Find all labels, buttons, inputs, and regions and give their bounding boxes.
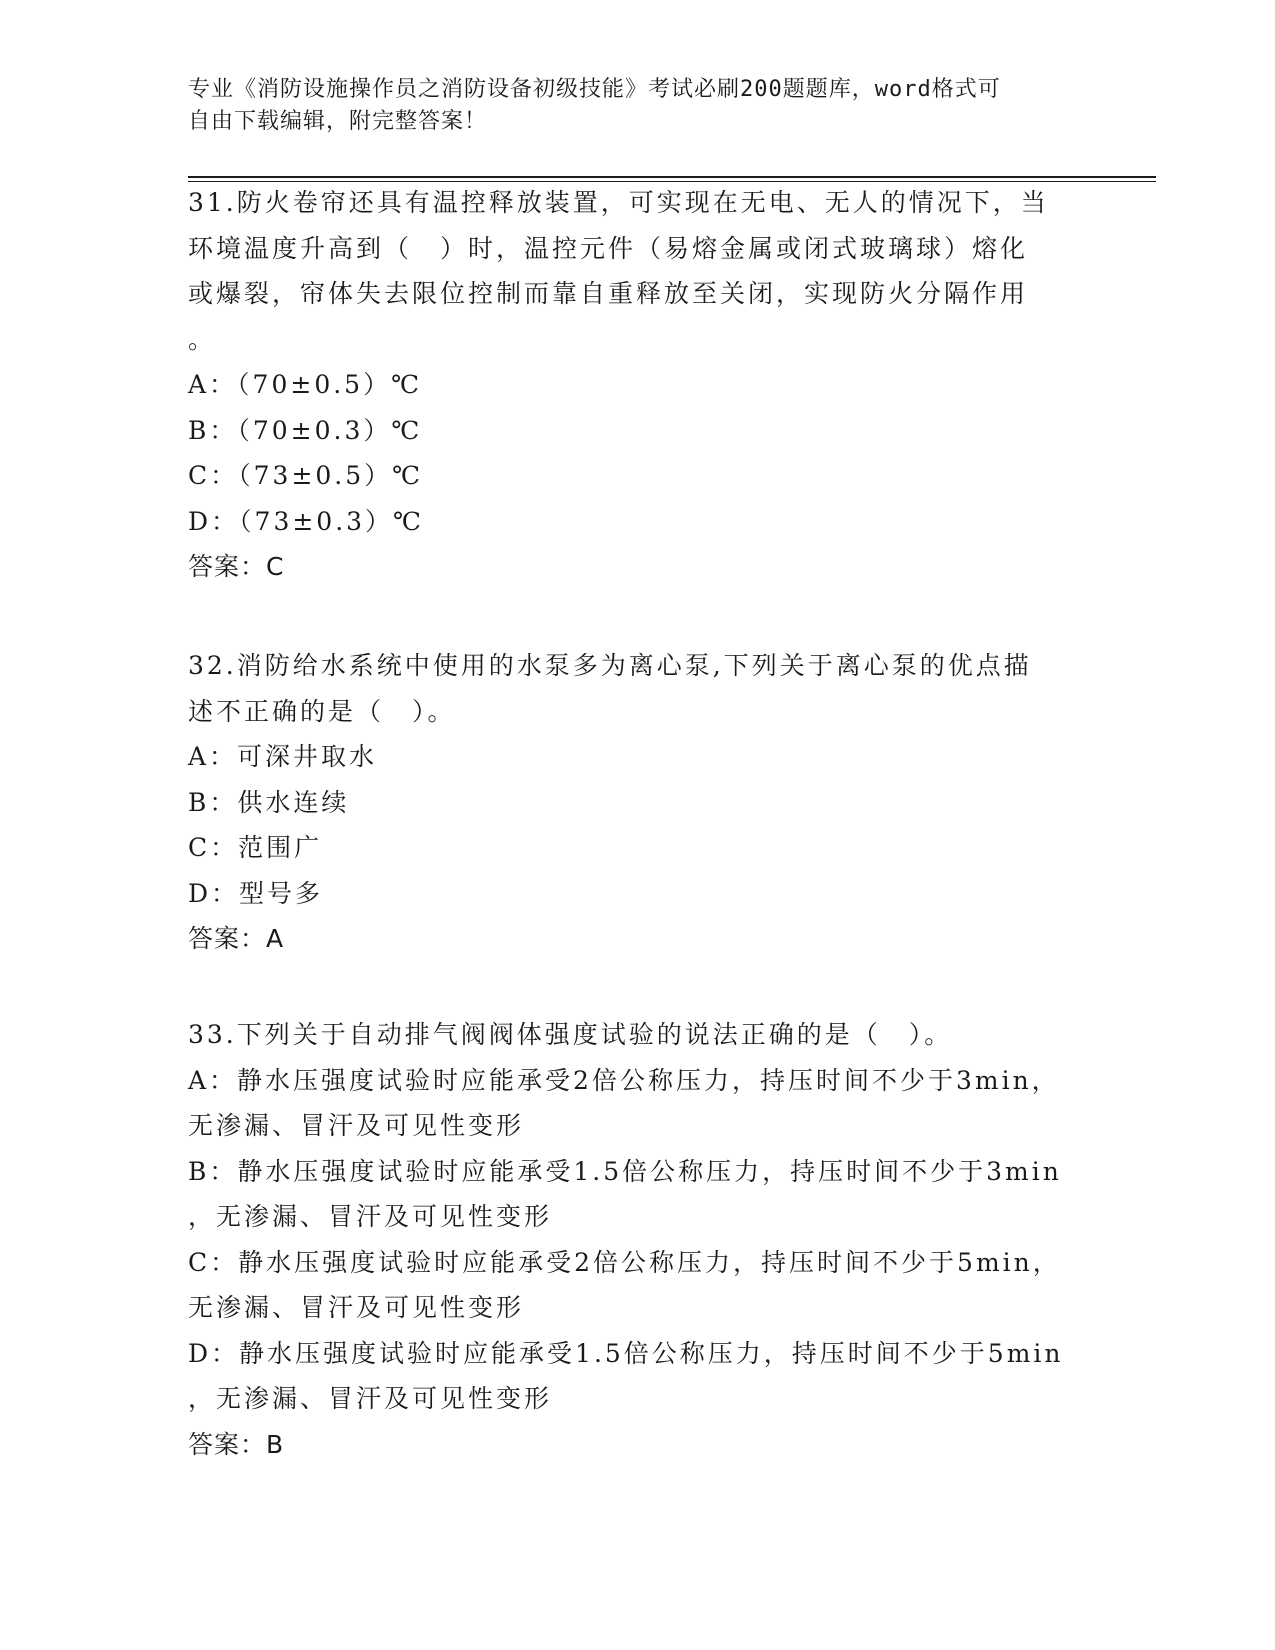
question-stem-line: 31.防火卷帘还具有温控释放装置，可实现在无电、无人的情况下，当: [188, 188, 1049, 217]
header-line-2: 自由下载编辑，附完整答案！: [188, 109, 488, 134]
question-31: [188, 180, 1088, 590]
option-d: D：（73±0.3）℃: [188, 506, 425, 536]
question-stem-line: 环境温度升高到（ ）时，温控元件（易熔金属或闭式玻璃球）熔化: [188, 233, 1029, 263]
question-stem-line: 述不正确的是（ ）。: [188, 696, 456, 726]
header-line-1: 专业《消防设施操作员之消防设备初级技能》考试必刷200题题库，word格式可: [188, 77, 1001, 102]
option-b-continued: ，无渗漏、冒汗及可见性变形: [188, 1202, 553, 1231]
document-header: [188, 74, 1088, 138]
option-a: A：（70±0.5）℃: [188, 370, 423, 399]
option-c: C：静水压强度试验时应能承受2倍公称压力，持压时间不少于5min，: [188, 1247, 1061, 1277]
option-c: C：范围广: [188, 833, 323, 862]
answer-line: 答案：C: [188, 552, 285, 581]
option-c: C：（73±0.5）℃: [188, 461, 424, 490]
question-stem-line: 。: [188, 324, 217, 354]
option-b: B：供水连续: [188, 787, 350, 817]
option-d: D：型号多: [188, 878, 324, 908]
option-c-continued: 无渗漏、冒汗及可见性变形: [188, 1293, 525, 1322]
option-a: A：静水压强度试验时应能承受2倍公称压力，持压时间不少于3min，: [188, 1065, 1060, 1095]
option-d-continued: ，无渗漏、冒汗及可见性变形: [188, 1384, 553, 1413]
option-a-continued: 无渗漏、冒汗及可见性变形: [188, 1111, 525, 1140]
option-d: D：静水压强度试验时应能承受1.5倍公称压力，持压时间不少于5min: [188, 1338, 1064, 1368]
option-b: B：静水压强度试验时应能承受1.5倍公称压力，持压时间不少于3min: [188, 1156, 1062, 1186]
question-stem-line: 33.下列关于自动排气阀阀体强度试验的说法正确的是（ ）。: [188, 1020, 953, 1049]
question-stem-line: 32.消防给水系统中使用的水泵多为离心泵,下列关于离心泵的优点描: [188, 651, 1032, 680]
header-divider-thick: [188, 176, 1156, 178]
question-33: [188, 1012, 1088, 1467]
option-a: A：可深井取水: [188, 742, 378, 771]
question-stem-line: 或爆裂，帘体失去限位控制而靠自重释放至关闭，实现防火分隔作用: [188, 279, 1029, 308]
answer-line: 答案：B: [188, 1429, 285, 1459]
answer-line: 答案：A: [188, 924, 285, 953]
option-b: B：（70±0.3）℃: [188, 415, 423, 445]
question-32: [188, 643, 1088, 962]
